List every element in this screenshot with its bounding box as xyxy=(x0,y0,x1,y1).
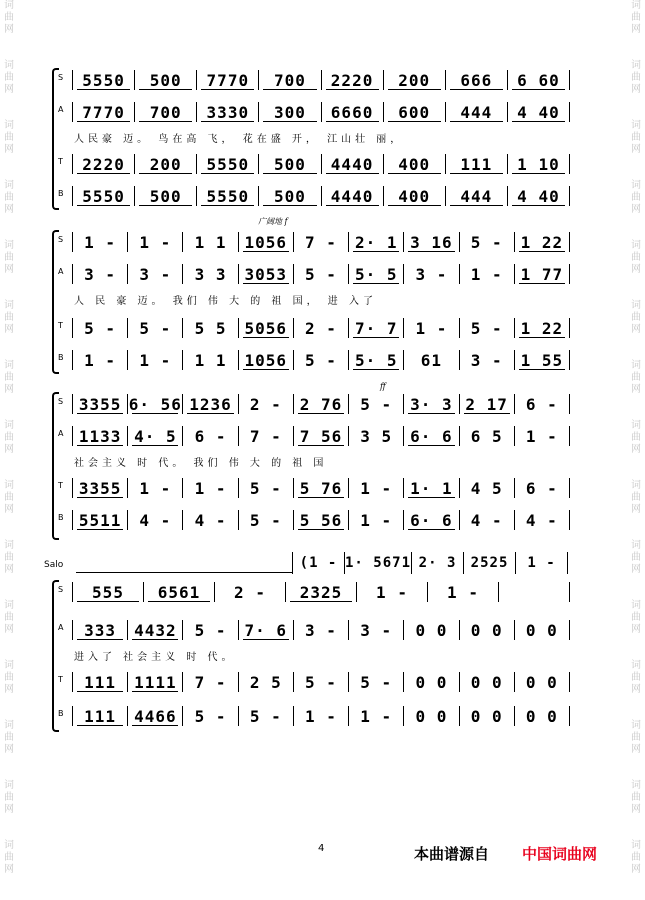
staff-bars xyxy=(72,510,570,530)
watermark-text: 词 曲 网 xyxy=(4,300,14,335)
measure: 1 - xyxy=(404,318,459,338)
measure: 5511 xyxy=(73,510,128,530)
staff-bars xyxy=(72,264,570,284)
measure: 2220 xyxy=(322,70,384,90)
measure: 5 - xyxy=(460,318,515,338)
measure: 5 - xyxy=(294,264,349,284)
measure: 5550 xyxy=(197,186,259,206)
voice-label: B xyxy=(58,709,64,718)
voice-label: A xyxy=(58,267,64,276)
voice-label: A xyxy=(58,429,64,438)
measure xyxy=(499,582,570,602)
watermark-text: 词 曲 网 xyxy=(4,360,14,395)
measure: 4· 5 xyxy=(128,426,183,446)
measure: 3330 xyxy=(197,102,259,122)
measure: 1· 5671 xyxy=(345,552,412,574)
measure: 5056 xyxy=(239,318,294,338)
measure: 5 - xyxy=(183,706,238,726)
measure: 700 xyxy=(135,102,197,122)
measure: 1 - xyxy=(349,478,404,498)
voice-label: B xyxy=(58,513,64,522)
measure: 5 - xyxy=(294,672,349,692)
measure: 1 - xyxy=(515,426,570,446)
measure: 200 xyxy=(384,70,446,90)
measure: 4440 xyxy=(322,186,384,206)
measure: 5 - xyxy=(239,478,294,498)
measure: 6· 6 xyxy=(404,510,459,530)
page-number: 4 xyxy=(318,843,325,854)
staff-bars xyxy=(72,426,570,446)
measure: 5 - xyxy=(239,706,294,726)
voice-label: S xyxy=(58,397,64,406)
measure: 4 40 xyxy=(508,186,570,206)
watermark-text: 词 曲 网 xyxy=(4,420,14,455)
measure: 500 xyxy=(135,70,197,90)
measure: 5550 xyxy=(73,70,135,90)
voice-label: S xyxy=(58,585,64,594)
measure: 0 0 xyxy=(460,706,515,726)
measure: 300 xyxy=(259,102,321,122)
measure: 7· 7 xyxy=(349,318,404,338)
staff-bass xyxy=(58,186,570,206)
measure: 444 xyxy=(446,186,508,206)
watermark-text: 词 曲 网 xyxy=(631,540,641,575)
watermark-text: 词 曲 网 xyxy=(4,540,14,575)
measure: 1 - xyxy=(516,552,568,574)
measure: 2 - xyxy=(215,582,286,602)
measure: 600 xyxy=(384,102,446,122)
score-system-1 xyxy=(58,64,570,214)
staff-bars xyxy=(72,706,570,726)
measure: 5 56 xyxy=(294,510,349,530)
measure: 1 - xyxy=(349,510,404,530)
measure: 6 - xyxy=(515,478,570,498)
voice-label: T xyxy=(58,321,63,330)
staff-bars xyxy=(72,70,570,90)
measure: 3355 xyxy=(73,394,128,414)
measure: 1 - xyxy=(349,706,404,726)
watermark-text: 词 曲 网 xyxy=(4,660,14,695)
measure: 4 5 xyxy=(460,478,515,498)
measure: 3355 xyxy=(73,478,128,498)
measure: 1 1 xyxy=(183,232,238,252)
measure: 4 - xyxy=(183,510,238,530)
score-system-2 xyxy=(58,216,570,376)
measure: 3 - xyxy=(73,264,128,284)
staff-tenor xyxy=(58,318,570,338)
measure: 3 - xyxy=(294,620,349,640)
voice-label: B xyxy=(58,353,64,362)
measure: 444 xyxy=(446,102,508,122)
voice-label: T xyxy=(58,481,63,490)
measure: 111 xyxy=(73,672,128,692)
measure: 1 55 xyxy=(515,350,570,370)
measure: 6561 xyxy=(144,582,215,602)
measure: 666 xyxy=(446,70,508,90)
measure: 5· 5 xyxy=(349,350,404,370)
measure: 5· 5 xyxy=(349,264,404,284)
measure: 7· 6 xyxy=(239,620,294,640)
measure: 2 - xyxy=(294,318,349,338)
measure: 1 - xyxy=(73,350,128,370)
measure: 6 - xyxy=(183,426,238,446)
staff-bars xyxy=(72,154,570,174)
measure: 6 60 xyxy=(508,70,570,90)
measure: 5 76 xyxy=(294,478,349,498)
lyrics-line: 人民豪 迈。 鸟在高 飞， 花在盛 开， 江山壮 丽， xyxy=(74,134,405,145)
measure: 5 - xyxy=(294,350,349,370)
voice-label: T xyxy=(58,157,63,166)
staff-alto xyxy=(58,264,570,284)
measure: 500 xyxy=(135,186,197,206)
measure: 0 0 xyxy=(515,706,570,726)
measure: 2 5 xyxy=(239,672,294,692)
measure: 2 76 xyxy=(294,394,349,414)
staff-bars xyxy=(72,350,570,370)
measure: 2· 1 xyxy=(349,232,404,252)
measure: 61 xyxy=(404,350,459,370)
watermark-text: 词 曲 网 xyxy=(4,480,14,515)
measure: 1 22 xyxy=(515,232,570,252)
measure: 6 - xyxy=(515,394,570,414)
watermark-text: 词 曲 网 xyxy=(631,360,641,395)
staff-bars xyxy=(72,394,570,414)
measure: 5 - xyxy=(128,318,183,338)
staff-bars xyxy=(72,232,570,252)
measure: 1 10 xyxy=(508,154,570,174)
measure: 7770 xyxy=(73,102,135,122)
voice-label: A xyxy=(58,105,64,114)
measure: 7770 xyxy=(197,70,259,90)
watermark-text: 词 曲 网 xyxy=(4,780,14,815)
staff-bars xyxy=(72,318,570,338)
staff-bass xyxy=(58,350,570,370)
watermark-text: 词 曲 网 xyxy=(631,300,641,335)
watermark-text: 词 曲 网 xyxy=(4,720,14,755)
score-system-4 xyxy=(58,576,570,736)
solo-rest-line xyxy=(76,572,292,573)
watermark-text: 词 曲 网 xyxy=(631,420,641,455)
measure: 500 xyxy=(259,154,321,174)
measure: 5 - xyxy=(239,510,294,530)
measure: 2325 xyxy=(286,582,357,602)
staff-bars xyxy=(72,582,570,602)
measure: 0 0 xyxy=(460,620,515,640)
watermark-left xyxy=(2,0,16,900)
watermark-text: 词 曲 网 xyxy=(4,60,14,95)
measure: 3 - xyxy=(349,620,404,640)
measure: 3 5 xyxy=(349,426,404,446)
dynamic-marking: ff xyxy=(380,382,386,391)
measure: 6660 xyxy=(322,102,384,122)
lyrics-line: 进入了 社会主义 时 代。 xyxy=(74,652,236,663)
measure: 2220 xyxy=(73,154,135,174)
measure: 4 40 xyxy=(508,102,570,122)
measure: 2 - xyxy=(239,394,294,414)
measure: 5 5 xyxy=(183,318,238,338)
measure: 6 5 xyxy=(460,426,515,446)
voice-label: S xyxy=(58,73,64,82)
measure: 0 0 xyxy=(515,672,570,692)
staff-bars xyxy=(72,186,570,206)
measure: 5 - xyxy=(460,232,515,252)
measure: 0 0 xyxy=(460,672,515,692)
measure: 1 - xyxy=(73,232,128,252)
measure: 3 - xyxy=(128,264,183,284)
measure: 7 - xyxy=(183,672,238,692)
measure: 4432 xyxy=(128,620,183,640)
staff-bass xyxy=(58,706,570,726)
measure: 333 xyxy=(73,620,128,640)
measure: 0 0 xyxy=(515,620,570,640)
measure: 5 - xyxy=(349,672,404,692)
watermark-text: 词 曲 网 xyxy=(631,180,641,215)
score-system-3 xyxy=(58,380,570,540)
watermark-text: 词 曲 网 xyxy=(631,780,641,815)
measure: 7 56 xyxy=(294,426,349,446)
measure: 111 xyxy=(446,154,508,174)
staff-soprano xyxy=(58,582,570,602)
solo-label: Salo xyxy=(44,560,64,570)
watermark-text: 词 曲 网 xyxy=(4,120,14,155)
watermark-text: 词 曲 网 xyxy=(4,240,14,275)
source-label: 本曲谱源自 xyxy=(414,845,490,863)
watermark-text: 词 曲 网 xyxy=(631,600,641,635)
measure: 1 - xyxy=(460,264,515,284)
measure: 5550 xyxy=(197,154,259,174)
measure: 5 - xyxy=(349,394,404,414)
measure: 0 0 xyxy=(404,706,459,726)
watermark-text: 词 曲 网 xyxy=(631,720,641,755)
measure: 6· 6 xyxy=(404,426,459,446)
staff-bars xyxy=(72,102,570,122)
measure: 4 - xyxy=(460,510,515,530)
measure: 1 - xyxy=(128,478,183,498)
watermark-text: 词 曲 网 xyxy=(4,0,14,35)
watermark-text: 词 曲 网 xyxy=(631,480,641,515)
staff-tenor xyxy=(58,154,570,174)
staff-bars xyxy=(72,672,570,692)
voice-label: B xyxy=(58,189,64,198)
measure: 555 xyxy=(73,582,144,602)
expression-marking: 广阔地 f xyxy=(258,217,288,226)
measure: 2 17 xyxy=(460,394,515,414)
voice-label: S xyxy=(58,235,64,244)
measure: 400 xyxy=(384,186,446,206)
watermark-text: 词 曲 网 xyxy=(4,600,14,635)
measure: 3· 3 xyxy=(404,394,459,414)
staff-soprano xyxy=(58,232,570,252)
lyrics-line: 社会主义 时 代。 我们 伟 大 的 祖 国 xyxy=(74,458,328,469)
staff-bass xyxy=(58,510,570,530)
staff-bars xyxy=(72,478,570,498)
watermark-text: 词 曲 网 xyxy=(631,240,641,275)
staff-bars xyxy=(292,552,568,574)
measure: 1056 xyxy=(239,232,294,252)
measure: 5 - xyxy=(73,318,128,338)
staff-alto xyxy=(58,426,570,446)
measure: 5550 xyxy=(73,186,135,206)
measure: 1 - xyxy=(294,706,349,726)
staff-alto xyxy=(58,102,570,122)
measure: 111 xyxy=(73,706,128,726)
voice-label: A xyxy=(58,623,64,632)
measure: 0 0 xyxy=(404,620,459,640)
measure: 1· 1 xyxy=(404,478,459,498)
watermark-text: 词 曲 网 xyxy=(631,840,641,875)
measure: 3 - xyxy=(404,264,459,284)
measure: 200 xyxy=(135,154,197,174)
measure: 1 22 xyxy=(515,318,570,338)
measure: 1111 xyxy=(128,672,183,692)
staff-bars xyxy=(72,620,570,640)
measure: 3 3 xyxy=(183,264,238,284)
measure: 4 - xyxy=(515,510,570,530)
watermark-text: 词 曲 网 xyxy=(4,840,14,875)
measure: 1 - xyxy=(128,232,183,252)
measure: 3053 xyxy=(239,264,294,284)
measure: 1236 xyxy=(183,394,238,414)
measure: 1 - xyxy=(183,478,238,498)
measure: 1 1 xyxy=(183,350,238,370)
staff-solo xyxy=(292,552,568,574)
measure: 1056 xyxy=(239,350,294,370)
measure: 1 - xyxy=(128,350,183,370)
voice-label: T xyxy=(58,675,63,684)
watermark-right xyxy=(629,0,643,900)
measure: 500 xyxy=(259,186,321,206)
watermark-text: 词 曲 网 xyxy=(631,60,641,95)
staff-soprano xyxy=(58,70,570,90)
watermark-text: 词 曲 网 xyxy=(631,660,641,695)
measure: 3 16 xyxy=(404,232,459,252)
measure: 0 0 xyxy=(404,672,459,692)
watermark-text: 词 曲 网 xyxy=(4,180,14,215)
measure: 700 xyxy=(259,70,321,90)
measure: 1133 xyxy=(73,426,128,446)
measure: 3 - xyxy=(460,350,515,370)
lyrics-line: 人 民 豪 迈。 我们 伟 大 的 祖 国， 进 入了 xyxy=(74,296,377,307)
measure: 4 - xyxy=(128,510,183,530)
measure: 4466 xyxy=(128,706,183,726)
staff-tenor xyxy=(58,672,570,692)
watermark-text: 词 曲 网 xyxy=(631,0,641,35)
measure: 6· 56 xyxy=(128,394,182,414)
site-logo-text: 中国词曲网 xyxy=(522,845,598,863)
watermark-text: 词 曲 网 xyxy=(631,120,641,155)
measure: (1 - xyxy=(293,552,345,574)
measure: 4440 xyxy=(322,154,384,174)
staff-tenor xyxy=(58,478,570,498)
staff-soprano xyxy=(58,394,570,414)
measure: 1 - xyxy=(357,582,428,602)
measure: 7 - xyxy=(239,426,294,446)
measure: 7 - xyxy=(294,232,349,252)
staff-alto xyxy=(58,620,570,640)
measure: 1 77 xyxy=(515,264,570,284)
measure: 1 - xyxy=(428,582,499,602)
measure: 2· 3 xyxy=(412,552,464,574)
measure: 5 - xyxy=(183,620,238,640)
measure: 2525 xyxy=(464,552,516,574)
measure: 400 xyxy=(384,154,446,174)
